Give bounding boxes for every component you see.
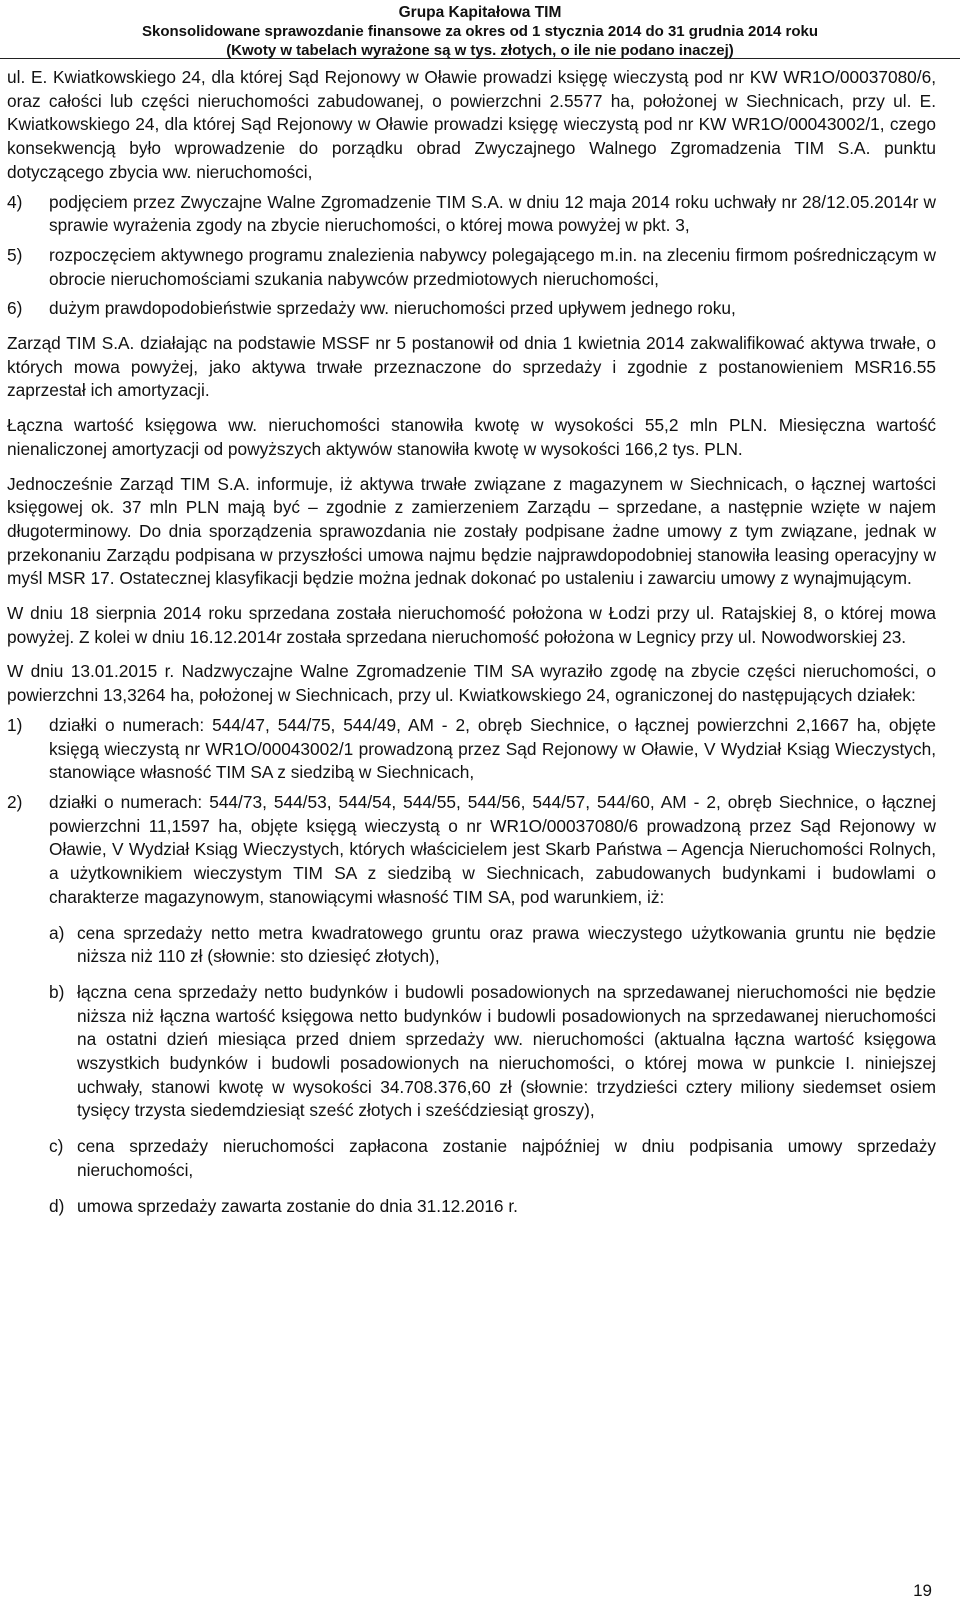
condition-text: łączna cena sprzedaży netto budynków i budowli posadowionych na sprzedawanej nieruchomości nie będzie niższa niż łączna wartość księgowa netto budynków i budowli posadowionych na sprzedawanej nieruchomości na ostatni dzień miesiąca przed dniem sprzedaży ww. nieruchomości (aktualna łączna wartość księgowa wszystkich budynków i budowli posadowionych na nieruchomości, o której mowa w punkcie I. niniejszej uchwały, stanowi kwotę w wysokości 34.708.376,60 zł (słownie: trzydzieści cztery miliony siedemset osiem tysięcy trzysta siedemdziesiąt sześć złotych i sześćdziesiąt groszy), — [77, 981, 936, 1121]
list-item-text: działki o numerach: 544/47, 544/75, 544/49, AM - 2, obręb Siechnice, o łącznej powierzchni 2,1667 ha, objęte księgą wieczystą nr WR1O/00043002/1 prowadzoną przez Sąd Rejonowy w Oławie, V Wydział Ksiąg Wieczystych, stanowiące własność TIM SA z siedzibą w Siechnicach, — [49, 714, 936, 783]
condition-text: umowa sprzedaży zawarta zostanie do dnia 31.12.2016 r. — [77, 1195, 518, 1216]
list-item-number: 6) — [7, 298, 23, 319]
company-name: Grupa Kapitałowa TIM — [398, 4, 562, 21]
list-item-text: dużym prawdopodobieństwie sprzedaży ww. nieruchomości przed upływem jednego roku, — [49, 298, 736, 319]
intro-paragraph: ul. E. Kwiatkowskiego 24, dla której Sąd Rejonowy w Oławie prowadzi księgę wieczystą pod nr KW WR1O/00037080/6, oraz całości lub części nieruchomości zabudowanej, o powierzchni 2.5577 ha, położonej w Siechnicach, przy ul. E. Kwiatkowskiego 24, dla której Sąd Rejonowy w Oławie prowadzi księgę wieczystą pod nr KW WR1O/00043002/1, czego konsekwencją było wprowadzenie do porządku obrad Zwyczajnego Walnego Zgromadzenia TIM S.A. punktu dotyczącego zbycia ww. nieruchomości, — [7, 67, 936, 182]
list-item — [7, 191, 936, 238]
condition-item — [49, 981, 936, 1123]
condition-letter: b) — [49, 981, 65, 1002]
condition-item — [49, 1195, 936, 1219]
amounts-note: (Kwoty w tabelach wyrażone są w tys. złotych, o ile nie podano inaczej) — [226, 42, 734, 59]
page-header — [0, 0, 960, 60]
list-item-number: 2) — [7, 791, 23, 812]
header-divider — [0, 58, 960, 59]
resolution-paragraph: W dniu 13.01.2015 r. Nadzwyczajne Walne Zgromadzenie TIM SA wyraziło zgodę na zbycie części nieruchomości, o powierzchni 13,3264 ha, położonej w Siechnicach, przy ul. Kwiatkowskiego 24, ograniczonej do następujących działek: — [7, 661, 936, 706]
condition-item — [49, 922, 936, 969]
sales-paragraph: W dniu 18 sierpnia 2014 roku sprzedana została nieruchomość położona w Łodzi przy ul. Ratajskiej 8, o której mowa powyżej. Z kolei w dniu 16.12.2014r została sprzedana nieruchomość położona w Legnicy przy ul. Nowodworskiej 23. — [7, 603, 936, 647]
book-value-paragraph: Łączna wartość księgowa ww. nieruchomości stanowiła kwotę w wysokości 55,2 mln PLN. Miesięczna wartość nienaliczonej amortyzacji od powyższych aktywów stanowiła kwotę w wysokości 166,2 tys. PLN. — [7, 415, 936, 459]
document-body — [7, 66, 936, 1230]
condition-text: cena sprzedaży netto metra kwadratowego gruntu oraz prawa wieczystego użytkowania gruntu nie będzie niższa niż 110 zł (słownie: sto dziesięć złotych), — [77, 922, 936, 967]
classification-paragraph: Zarząd TIM S.A. działając na podstawie MSSF nr 5 postanowił od dnia 1 kwietnia 2014 zakwalifikować aktywa trwałe, o których mowa powyżej, jako aktywa trwałe przeznaczone do sprzedaży i zgodnie z postanowieniem MSR16.55 zaprzestał ich amortyzacji. — [7, 333, 936, 401]
list-item — [7, 791, 936, 910]
lease-paragraph: Jednocześnie Zarząd TIM S.A. informuje, iż aktywa trwałe związane z magazynem w Siechnicach, o łącznej wartości księgowej ok. 37 mln PLN mają być – zgodnie z zamierzeniem Zarządu – sprzedane, a następnie wzięte w najem długoterminowy. Do dnia sporządzenia sprawozdania nie zostały podpisane żadne umowy z tym związane, jednak w przekonaniu Zarządu podpisana w przyszłości umowa najmu będzie najprawdopodobniej stanowiła leasing operacyjny w myśl MSR 17. Ostatecznej klasyfikacji będzie można jednak dokonać po ustaleniu i zawarciu umowy z wynajmującym. — [7, 473, 936, 589]
report-title: Skonsolidowane sprawozdanie finansowe za okres od 1 stycznia 2014 do 31 grudnia 2014 roku — [141, 23, 819, 40]
list-item-text: podjęciem przez Zwyczajne Walne Zgromadzenie TIM S.A. w dniu 12 maja 2014 roku uchwały nr 28/12.05.2014r w sprawie wyrażenia zgody na zbycie nieruchomości, o której mowa powyżej w pkt. 3, — [49, 191, 936, 236]
list-item — [7, 244, 936, 291]
list-item — [7, 297, 936, 321]
condition-letter: d) — [49, 1195, 65, 1216]
page-number: 19 — [913, 1581, 932, 1600]
list-item — [7, 714, 936, 785]
list-item-text: rozpoczęciem aktywnego programu znalezienia nabywcy polegającego m.in. na zleceniu firmom pośredniczącym w obrocie nieruchomościami szukania nabywców przedmiotowych nieruchomości, — [49, 244, 936, 289]
list-item-number: 4) — [7, 191, 23, 212]
condition-item — [49, 1135, 936, 1182]
list-item-number: 1) — [7, 714, 23, 735]
list-item-text: działki o numerach: 544/73, 544/53, 544/54, 544/55, 544/56, 544/57, 544/60, AM - 2, obręb Siechnice, o łącznej powierzchni 11,1597 ha, objęte księgą wieczystą o nr WR1O/00037080/6 prowadzoną przez Sąd Rejonowy w Oławie, V Wydział Ksiąg Wieczystych, których właścicielem jest Skarb Państwa – Agencja Nieruchomości Rolnych, a użytkownikiem wieczystym TIM SA z siedzibą w Siechnicach, zabudowanych budynkami i budowlami o charakterze magazynowym, stanowiącymi własność TIM SA, pod warunkiem, iż: — [49, 791, 936, 907]
condition-letter: a) — [49, 922, 65, 943]
condition-text: cena sprzedaży nieruchomości zapłacona zostanie najpóźniej w dniu podpisania umowy sprzedaży nieruchomości, — [77, 1136, 936, 1180]
list-item-number: 5) — [7, 244, 23, 265]
condition-letter: c) — [49, 1136, 64, 1157]
